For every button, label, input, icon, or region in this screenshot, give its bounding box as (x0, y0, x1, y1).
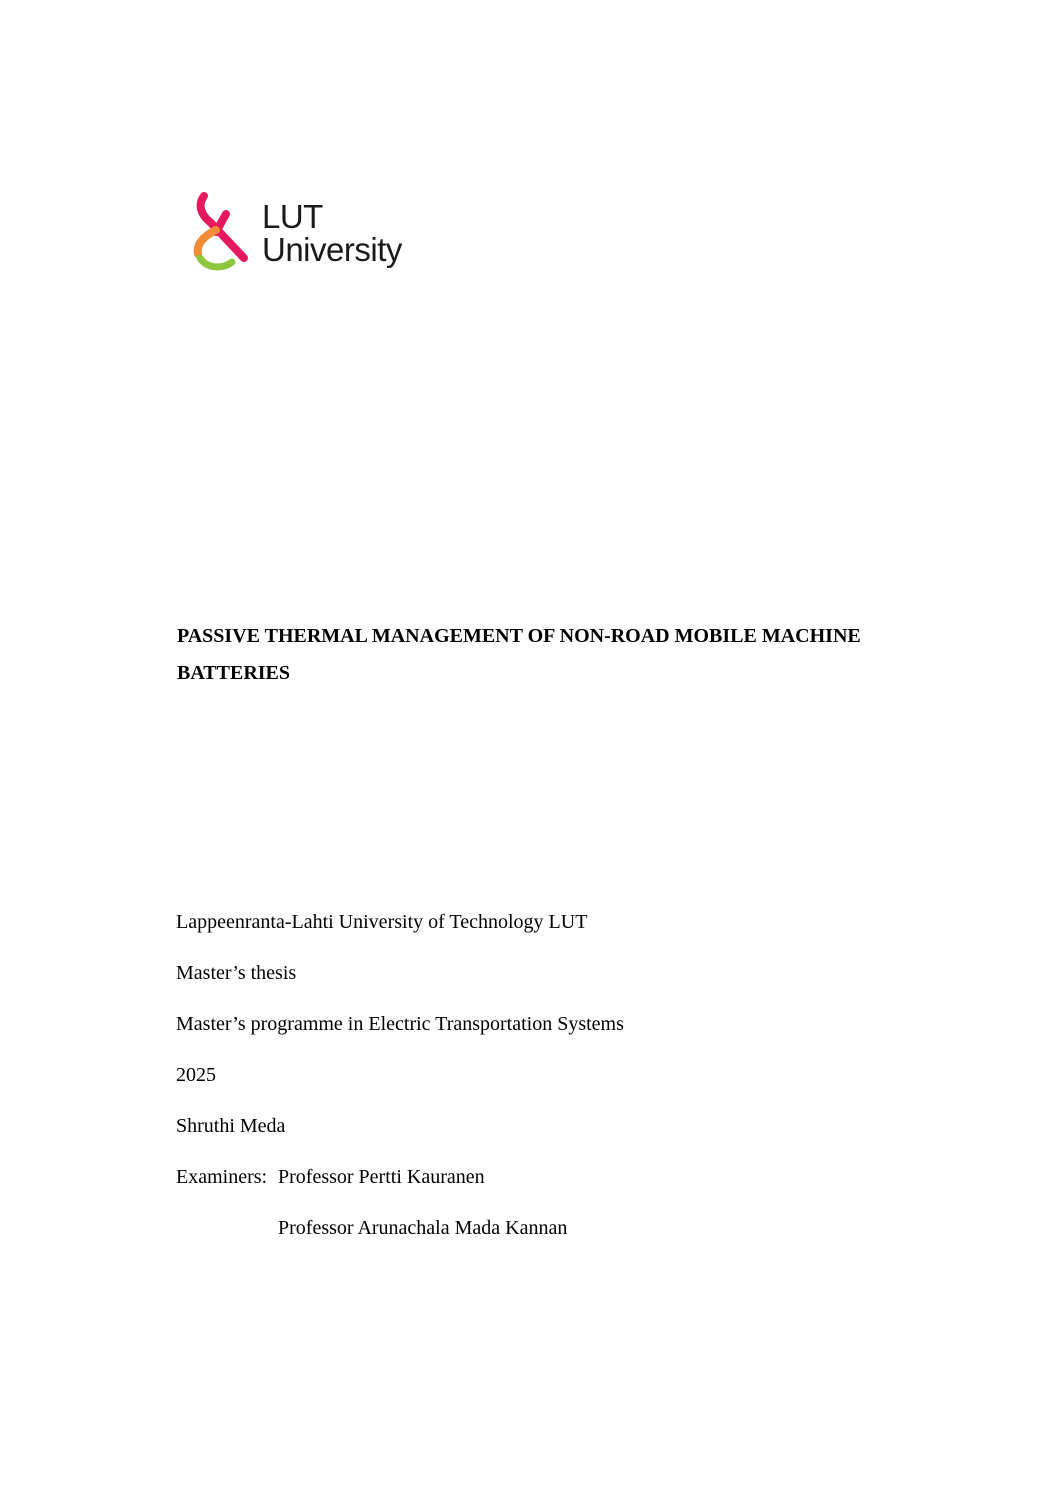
thesis-title-line1: PASSIVE THERMAL MANAGEMENT OF NON-ROAD MOBILE MACHINE (177, 625, 861, 647)
university-name: Lappeenranta-Lahti University of Technology LUT (176, 911, 588, 933)
thesis-info-block (176, 910, 624, 1267)
programme-name: Master’s programme in Electric Transportation Systems (176, 1013, 624, 1035)
lut-university-logo (190, 192, 430, 274)
thesis-type: Master’s thesis (176, 962, 297, 984)
lut-ampersand-logo-icon (190, 192, 254, 272)
logo-text-lut: LUT (262, 198, 323, 235)
logo-text-university: University (262, 231, 402, 268)
logo-wordmark (262, 200, 402, 266)
thesis-year: 2025 (176, 1064, 216, 1086)
author-name: Shruthi Meda (176, 1115, 286, 1137)
examiners-label: Examiners: (176, 1166, 268, 1188)
examiners-line (176, 1165, 624, 1216)
examiners-line-2 (176, 1216, 624, 1267)
examiner-2: Professor Arunachala Mada Kannan (278, 1217, 568, 1239)
examiner-1: Professor Pertti Kauranen (278, 1166, 485, 1188)
thesis-title (177, 618, 937, 692)
thesis-title-line2: BATTERIES (177, 662, 291, 684)
